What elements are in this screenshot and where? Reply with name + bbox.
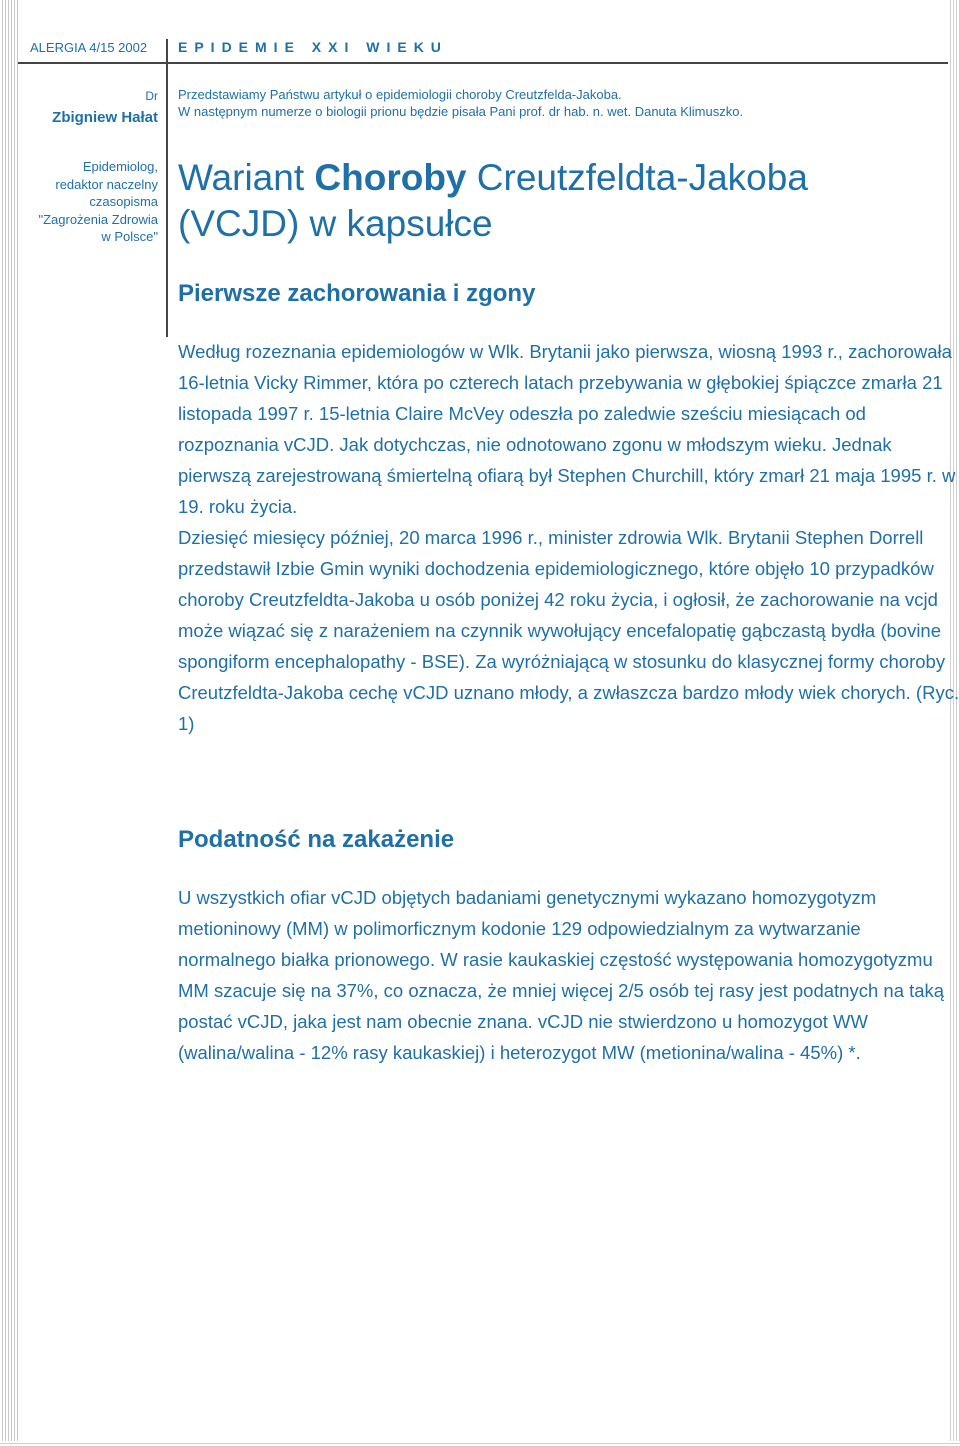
intro-line: W następnym numerze o biologii prionu będzie pisała Pani prof. dr hab. n. wet. Danuta Klimuszko.	[178, 104, 744, 119]
section-heading-susceptibility: Podatność na zakażenie	[178, 826, 455, 853]
title-line-1	[178, 155, 808, 201]
author-name: Zbigniew Hałat	[52, 109, 158, 126]
body-paragraph: Dziesięć miesięcy później, 20 marca 1996 r., minister zdrowia Wlk. Brytanii Stephen Dorrell przedstawił Izbie Gmin wyniki dochodzenia epidemiologicznego, które objęło 10 przypadków choroby Creutzfeldta-Jakoba u osób poniżej 42 roku życia, i ogłosił, że zachorowanie na vcjd może wiązać się z narażeniem na czynnik wywołujący encefalopatię gąbczastą bydła (bovine spongiform encephalopathy - BSE). Za wyróżniającą w stosunku do klasycznej formy choroby Creutzfeldta-Jakoba cechę vCJD uznano młody, a zwłaszcza bardzo młody wiek chorych. (Ryc. 1)	[178, 527, 960, 734]
section-body-susceptibility	[178, 882, 960, 1068]
title-bold-word: Choroby	[314, 157, 467, 198]
author-bio-line: w Polsce"	[101, 229, 158, 244]
section-heading-first-cases: Pierwsze zachorowania i zgony	[178, 280, 536, 307]
body-paragraph: Według rozeznania epidemiologów w Wlk. Brytanii jako pierwsza, wiosną 1993 r., zachorowała 16-letnia Vicky Rimmer, która po czterech latach przebywania w głębokiej śpiączce zmarła 21 listopada 1997 r. 15-letnia Claire McVey odeszła po zaledwie sześciu miesiącach od rozpoznania vCJD. Jak dotychczas, nie odnotowano zgonu w młodszym wieku. Jednak pierwszą zarejestrowaną śmiertelną ofiarą był Stephen Churchill, który zmarł 21 maja 1995 r. w 19. roku życia.	[178, 341, 956, 517]
bottom-margin-decoration	[0, 1441, 960, 1447]
sidebar-divider	[166, 39, 168, 337]
title-line-2: (VCJD) w kapsułce	[178, 203, 493, 244]
title-text: Creutzfeldta-Jakoba	[466, 157, 808, 198]
article-title	[178, 155, 808, 247]
journal-issue: ALERGIA 4/15 2002	[30, 40, 148, 55]
author-bio-line: czasopisma	[89, 194, 158, 209]
header-divider	[18, 62, 948, 64]
section-body-first-cases	[178, 336, 960, 739]
editorial-intro	[178, 86, 743, 120]
author-title: Dr	[145, 89, 158, 103]
author-bio-line: redaktor naczelny	[55, 176, 158, 192]
section-header: EPIDEMIE XXI WIEKU	[178, 39, 448, 55]
body-paragraph: U wszystkich ofiar vCJD objętych badaniami genetycznymi wykazano homozygotyzm metioninowy (MM) w polimorficznym kodonie 129 odpowiedzialnym za wytwarzanie normalnego białka prionowego. W rasie kaukaskiej częstość występowania homozygotyzmu MM szacuje się na 37%, co oznacza, że mniej więcej 2/5 osób tej rasy jest podatnych na taką postać vCJD, jaka jest nam obecnie znana. vCJD nie stwierdzono u homozygot WW (walina/walina - 12% rasy kaukaskiej) i heterozygot MW (metionina/walina - 45%) *.	[178, 887, 945, 1063]
author-bio-line: "Zagrożenia Zdrowia	[38, 211, 158, 227]
author-bio	[8, 158, 158, 246]
intro-line: Przedstawiamy Państwu artykuł o epidemiologii choroby Creutzfelda-Jakoba.	[178, 87, 622, 102]
title-text: Wariant	[178, 157, 315, 198]
author-bio-line: Epidemiolog,	[82, 159, 158, 174]
